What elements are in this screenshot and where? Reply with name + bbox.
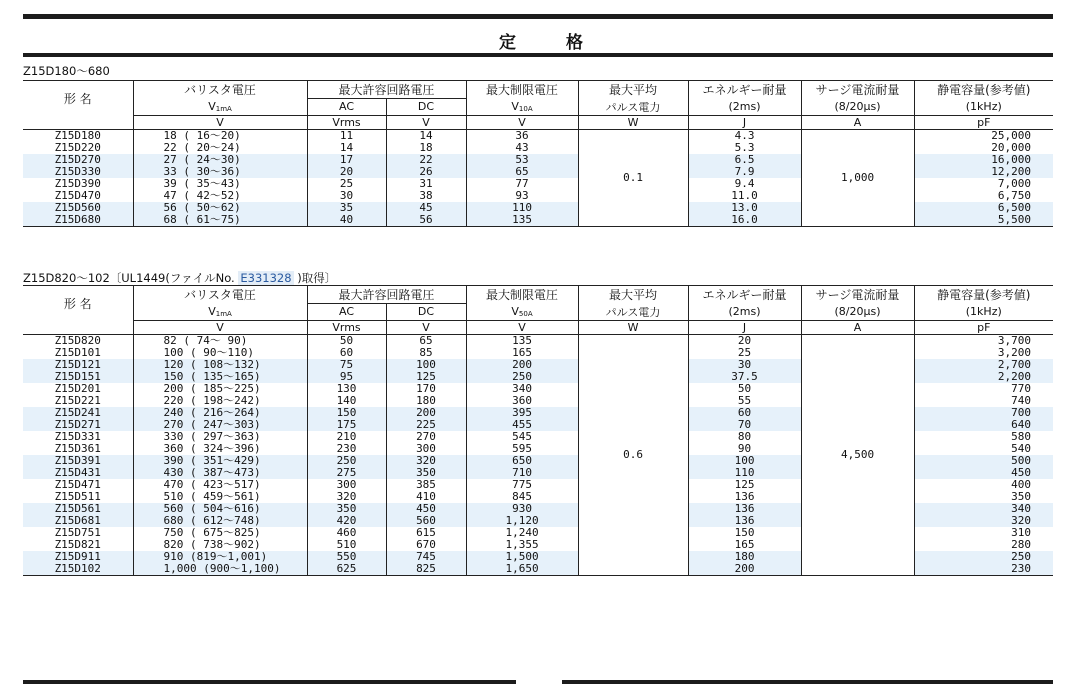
footer-rule-left [23, 680, 516, 684]
capacitance-cell: 350 [914, 491, 1053, 503]
model-cell: Z15D221 [54, 394, 101, 407]
model-cell: Z15D271 [23, 419, 133, 431]
unit-label: V [386, 320, 466, 334]
header-model: 形 名 [63, 296, 92, 311]
ac-cell: 40 [307, 214, 386, 227]
dc-cell: 38 [386, 190, 466, 202]
model-cell: Z15D561 [23, 503, 133, 515]
clamp-voltage-cell: 595 [466, 443, 578, 455]
energy-cell: 136 [688, 491, 801, 503]
capacitance-cell: 6,500 [914, 202, 1053, 214]
ac-cell: 460 [307, 527, 386, 539]
capacitance-cell: 770 [914, 383, 1053, 395]
energy-cell: 136 [688, 515, 801, 527]
header-v1ma: $V_{1mA}$ [133, 304, 307, 321]
ac-cell: 25 [307, 178, 386, 190]
model-cell: Z15D511 [54, 490, 101, 503]
top-rule [23, 14, 1053, 19]
clamp-voltage-cell: 77 [466, 178, 578, 190]
dc-cell: 225 [386, 419, 466, 431]
header-capacitance: 静電容量(参考値) [914, 81, 1053, 99]
footer-rule-right [562, 680, 1053, 684]
ac-cell: 350 [307, 503, 386, 515]
energy-cell: 55 [688, 395, 801, 407]
header-surge-current: サージ電流耐量 [801, 81, 914, 99]
model-cell: Z15D270 [23, 154, 133, 166]
capacitance-cell: 3,700 [914, 334, 1053, 347]
capacitance-cell: 500 [914, 455, 1053, 467]
dc-cell: 560 [386, 515, 466, 527]
ac-cell: 625 [307, 563, 386, 576]
model-cell: Z15D102 [23, 563, 133, 576]
model-cell: Z15D330 [23, 166, 133, 178]
unit-label: pF [914, 320, 1053, 334]
capacitance-cell: 230 [914, 563, 1053, 576]
energy-cell: 25 [688, 347, 801, 359]
model-cell: Z15D681 [23, 515, 133, 527]
clamp-voltage-cell: 135 [466, 334, 578, 347]
header-ac: AC [307, 304, 386, 321]
model-cell: Z15D390 [54, 177, 101, 190]
model-cell: Z15D151 [23, 371, 133, 383]
varistor-voltage-cell: 82 ( 74～ 90) [133, 334, 307, 347]
capacitance-cell: 310 [914, 527, 1053, 539]
capacitance-cell: 740 [914, 395, 1053, 407]
header-energy-2: (2ms) [688, 99, 801, 116]
unit-label: V [466, 320, 578, 334]
capacitance-cell: 250 [914, 551, 1053, 563]
varistor-voltage-cell: 390 ( 351～429) [133, 455, 307, 467]
varistor-voltage-cell: 910 (819～1,001) [133, 551, 307, 563]
surge-current-cell: 4,500 [801, 334, 914, 575]
varistor-voltage-cell: 510 ( 459～561) [133, 491, 307, 503]
model-cell: Z15D680 [23, 214, 133, 227]
energy-cell: 150 [688, 527, 801, 539]
varistor-voltage-cell: 560 ( 504～616) [133, 503, 307, 515]
energy-cell: 90 [688, 443, 801, 455]
unit-label: A [801, 320, 914, 334]
model-cell: Z15D431 [23, 467, 133, 479]
clamp-voltage-cell: 1,650 [466, 563, 578, 576]
ac-cell: 300 [307, 479, 386, 491]
clamp-voltage-cell: 1,120 [466, 515, 578, 527]
dc-cell: 22 [386, 154, 466, 166]
header-cap-2: (1kHz) [914, 304, 1053, 321]
clamp-voltage-cell: 200 [466, 359, 578, 371]
capacitance-cell: 6,750 [914, 190, 1053, 202]
model-cell: Z15D101 [54, 346, 101, 359]
energy-cell: 136 [688, 503, 801, 515]
dc-cell: 125 [386, 371, 466, 383]
ac-cell: 30 [307, 190, 386, 202]
clamp-voltage-cell: 36 [466, 129, 578, 142]
varistor-voltage-cell: 220 ( 198～242) [133, 395, 307, 407]
header-max-circuit-voltage: 最大許容回路電圧 [307, 286, 466, 304]
model-cell: Z15D911 [23, 551, 133, 563]
surge-current-cell: 1,000 [801, 129, 914, 226]
clamp-voltage-cell: 340 [466, 383, 578, 395]
varistor-voltage-cell: 68 ( 61～75) [133, 214, 307, 227]
title-rule [23, 53, 1053, 57]
unit-label: V [133, 320, 307, 334]
varistor-voltage-cell: 56 ( 50～62) [133, 202, 307, 214]
dc-cell: 450 [386, 503, 466, 515]
header-cap-2: (1kHz) [914, 99, 1053, 116]
energy-cell: 16.0 [688, 214, 801, 227]
clamp-voltage-cell: 650 [466, 455, 578, 467]
unit-label: Vrms [307, 115, 386, 129]
dc-cell: 410 [386, 491, 466, 503]
capacitance-cell: 340 [914, 503, 1053, 515]
clamp-voltage-cell: 165 [466, 347, 578, 359]
varistor-voltage-cell: 330 ( 297～363) [133, 431, 307, 443]
header-max-clamp-voltage: 最大制限電圧 [466, 286, 578, 304]
energy-cell: 80 [688, 431, 801, 443]
ac-cell: 95 [307, 371, 386, 383]
clamp-voltage-cell: 360 [466, 395, 578, 407]
section2-label [23, 271, 336, 285]
capacitance-cell: 280 [914, 539, 1053, 551]
header-varistor-voltage: バリスタ電圧 [133, 81, 307, 99]
spec-table-2 [23, 285, 1053, 576]
header-surge-2: (8/20μs) [801, 304, 914, 321]
energy-cell: 70 [688, 419, 801, 431]
header-model: 形 名 [63, 91, 92, 106]
clamp-voltage-cell: 135 [466, 214, 578, 227]
capacitance-cell: 700 [914, 407, 1053, 419]
table-row [23, 334, 1053, 347]
model-cell: Z15D560 [23, 202, 133, 214]
energy-cell: 4.3 [688, 129, 801, 142]
section2-label-prefix: Z15D820～102〔UL1449(ファイルNo. [23, 271, 239, 285]
capacitance-cell: 2,700 [914, 359, 1053, 371]
ac-cell: 550 [307, 551, 386, 563]
unit-label: Vrms [307, 320, 386, 334]
energy-cell: 6.5 [688, 154, 801, 166]
varistor-voltage-cell: 430 ( 387～473) [133, 467, 307, 479]
dc-cell: 65 [386, 334, 466, 347]
ac-cell: 60 [307, 347, 386, 359]
ac-cell: 210 [307, 431, 386, 443]
ul-file-number: E331328 [240, 271, 292, 285]
unit-label: V [466, 115, 578, 129]
clamp-voltage-cell: 930 [466, 503, 578, 515]
varistor-voltage-cell: 750 ( 675～825) [133, 527, 307, 539]
capacitance-cell: 320 [914, 515, 1053, 527]
model-cell: Z15D751 [54, 526, 101, 539]
section1-label: Z15D180～680 [23, 64, 110, 78]
unit-label: W [578, 115, 688, 129]
ac-cell: 130 [307, 383, 386, 395]
ac-cell: 175 [307, 419, 386, 431]
capacitance-cell: 25,000 [914, 129, 1053, 142]
dc-cell: 825 [386, 563, 466, 576]
energy-cell: 5.3 [688, 142, 801, 154]
header-dc: DC [386, 99, 466, 116]
spec-table-1 [23, 80, 1053, 227]
clamp-voltage-cell: 1,500 [466, 551, 578, 563]
varistor-voltage-cell: 33 ( 30～36) [133, 166, 307, 178]
capacitance-cell: 540 [914, 443, 1053, 455]
dc-cell: 26 [386, 166, 466, 178]
page-title: 定 格 [499, 33, 605, 53]
clamp-voltage-cell: 455 [466, 419, 578, 431]
ac-cell: 75 [307, 359, 386, 371]
ac-cell: 150 [307, 407, 386, 419]
ac-cell: 230 [307, 443, 386, 455]
header-dc: DC [386, 304, 466, 321]
ac-cell: 275 [307, 467, 386, 479]
ac-cell: 250 [307, 455, 386, 467]
clamp-voltage-cell: 250 [466, 371, 578, 383]
header-energy: エネルギー耐量 [688, 286, 801, 304]
header-max-pulse-power: 最大平均 [578, 286, 688, 304]
varistor-voltage-cell: 100 ( 90～110) [133, 347, 307, 359]
energy-cell: 50 [688, 383, 801, 395]
energy-cell: 20 [688, 334, 801, 347]
varistor-voltage-cell: 120 ( 108～132) [133, 359, 307, 371]
ac-cell: 11 [307, 129, 386, 142]
capacitance-cell: 5,500 [914, 214, 1053, 227]
unit-label: J [688, 320, 801, 334]
dc-cell: 85 [386, 347, 466, 359]
model-cell: Z15D361 [54, 442, 101, 455]
energy-cell: 30 [688, 359, 801, 371]
clamp-voltage-cell: 93 [466, 190, 578, 202]
clamp-voltage-cell: 545 [466, 431, 578, 443]
model-cell: Z15D121 [23, 359, 133, 371]
energy-cell: 200 [688, 563, 801, 576]
dc-cell: 45 [386, 202, 466, 214]
model-cell: Z15D821 [54, 538, 101, 551]
capacitance-cell: 12,200 [914, 166, 1053, 178]
header-varistor-voltage: バリスタ電圧 [133, 286, 307, 304]
ac-cell: 140 [307, 395, 386, 407]
ac-cell: 320 [307, 491, 386, 503]
energy-cell: 11.0 [688, 190, 801, 202]
capacitance-cell: 20,000 [914, 142, 1053, 154]
varistor-voltage-cell: 47 ( 42～52) [133, 190, 307, 202]
header-capacitance: 静電容量(参考値) [914, 286, 1053, 304]
capacitance-cell: 3,200 [914, 347, 1053, 359]
dc-cell: 31 [386, 178, 466, 190]
varistor-voltage-cell: 360 ( 324～396) [133, 443, 307, 455]
varistor-voltage-cell: 39 ( 35～43) [133, 178, 307, 190]
pulse-power-cell: 0.1 [578, 129, 688, 226]
varistor-voltage-cell: 270 ( 247～303) [133, 419, 307, 431]
energy-cell: 60 [688, 407, 801, 419]
capacitance-cell: 2,200 [914, 371, 1053, 383]
unit-label: pF [914, 115, 1053, 129]
energy-cell: 110 [688, 467, 801, 479]
varistor-voltage-cell: 1,000 (900～1,100) [133, 563, 307, 576]
ac-cell: 35 [307, 202, 386, 214]
energy-cell: 37.5 [688, 371, 801, 383]
varistor-voltage-cell: 150 ( 135～165) [133, 371, 307, 383]
energy-cell: 100 [688, 455, 801, 467]
clamp-voltage-cell: 1,355 [466, 539, 578, 551]
model-cell: Z15D331 [54, 430, 101, 443]
varistor-voltage-cell: 240 ( 216～264) [133, 407, 307, 419]
dc-cell: 14 [386, 129, 466, 142]
ac-cell: 17 [307, 154, 386, 166]
clamp-voltage-cell: 710 [466, 467, 578, 479]
unit-label: V [386, 115, 466, 129]
energy-cell: 125 [688, 479, 801, 491]
header-pulse-power-2: パルス電力 [578, 304, 688, 321]
unit-label: J [688, 115, 801, 129]
model-cell: Z15D241 [23, 407, 133, 419]
clamp-voltage-cell: 1,240 [466, 527, 578, 539]
dc-cell: 100 [386, 359, 466, 371]
energy-cell: 7.9 [688, 166, 801, 178]
dc-cell: 200 [386, 407, 466, 419]
header-v1ma: $V_{1mA}$ [133, 99, 307, 116]
clamp-voltage-cell: 53 [466, 154, 578, 166]
clamp-voltage-cell: 43 [466, 142, 578, 154]
header-max-clamp-voltage: 最大制限電圧 [466, 81, 578, 99]
varistor-voltage-cell: 27 ( 24～30) [133, 154, 307, 166]
model-cell: Z15D180 [54, 129, 101, 142]
pulse-power-cell: 0.6 [578, 334, 688, 575]
model-cell: Z15D201 [54, 382, 101, 395]
energy-cell: 180 [688, 551, 801, 563]
dc-cell: 385 [386, 479, 466, 491]
capacitance-cell: 580 [914, 431, 1053, 443]
clamp-voltage-cell: 395 [466, 407, 578, 419]
dc-cell: 745 [386, 551, 466, 563]
dc-cell: 56 [386, 214, 466, 227]
section2-label-suffix: )取得〕 [293, 271, 337, 285]
dc-cell: 18 [386, 142, 466, 154]
clamp-voltage-cell: 775 [466, 479, 578, 491]
unit-label: V [133, 115, 307, 129]
varistor-voltage-cell: 680 ( 612～748) [133, 515, 307, 527]
capacitance-cell: 400 [914, 479, 1053, 491]
energy-cell: 9.4 [688, 178, 801, 190]
dc-cell: 300 [386, 443, 466, 455]
ac-cell: 510 [307, 539, 386, 551]
varistor-voltage-cell: 22 ( 20～24) [133, 142, 307, 154]
energy-cell: 165 [688, 539, 801, 551]
dc-cell: 270 [386, 431, 466, 443]
ac-cell: 50 [307, 334, 386, 347]
dc-cell: 170 [386, 383, 466, 395]
model-cell: Z15D391 [23, 455, 133, 467]
header-clamp-sub: $V_{10A}$ [466, 99, 578, 116]
header-surge-2: (8/20μs) [801, 99, 914, 116]
capacitance-cell: 450 [914, 467, 1053, 479]
model-cell: Z15D471 [54, 478, 101, 491]
clamp-voltage-cell: 845 [466, 491, 578, 503]
capacitance-cell: 640 [914, 419, 1053, 431]
dc-cell: 670 [386, 539, 466, 551]
ac-cell: 14 [307, 142, 386, 154]
energy-cell: 13.0 [688, 202, 801, 214]
header-ac: AC [307, 99, 386, 116]
capacitance-cell: 16,000 [914, 154, 1053, 166]
varistor-voltage-cell: 470 ( 423～517) [133, 479, 307, 491]
varistor-voltage-cell: 18 ( 16～20) [133, 129, 307, 142]
dc-cell: 615 [386, 527, 466, 539]
unit-label: A [801, 115, 914, 129]
varistor-voltage-cell: 200 ( 185～225) [133, 383, 307, 395]
model-cell: Z15D470 [54, 189, 101, 202]
ac-cell: 420 [307, 515, 386, 527]
table-row [23, 129, 1053, 142]
header-max-pulse-power: 最大平均 [578, 81, 688, 99]
header-energy-2: (2ms) [688, 304, 801, 321]
model-cell: Z15D820 [54, 334, 101, 347]
clamp-voltage-cell: 110 [466, 202, 578, 214]
dc-cell: 350 [386, 467, 466, 479]
header-max-circuit-voltage: 最大許容回路電圧 [307, 81, 466, 99]
dc-cell: 320 [386, 455, 466, 467]
header-clamp-sub: $V_{50A}$ [466, 304, 578, 321]
header-energy: エネルギー耐量 [688, 81, 801, 99]
unit-label: W [578, 320, 688, 334]
varistor-voltage-cell: 820 ( 738～902) [133, 539, 307, 551]
header-surge-current: サージ電流耐量 [801, 286, 914, 304]
dc-cell: 180 [386, 395, 466, 407]
clamp-voltage-cell: 65 [466, 166, 578, 178]
ac-cell: 20 [307, 166, 386, 178]
model-cell: Z15D220 [54, 141, 101, 154]
capacitance-cell: 7,000 [914, 178, 1053, 190]
header-pulse-power-2: パルス電力 [578, 99, 688, 116]
